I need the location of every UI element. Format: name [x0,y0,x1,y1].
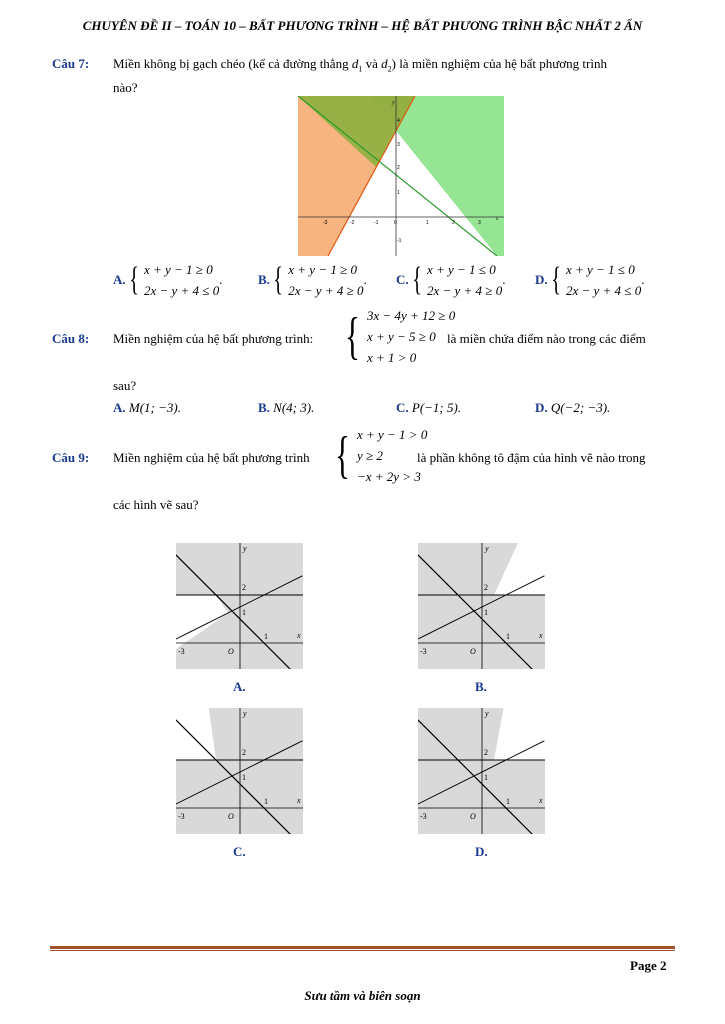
axis-x-label: x [297,631,301,640]
tick-minus3: -3 [420,647,427,656]
option-end: . [641,272,645,287]
q8-option-b[interactable] [258,400,314,416]
q7-option-a[interactable] [113,259,222,301]
q7-option-b[interactable] [258,259,367,301]
q9-caption-a[interactable]: A. [233,679,246,694]
brace-icon: { [344,307,360,365]
origin-label: O [228,647,234,656]
axis-y-label: y [243,709,247,718]
page-header: CHUYÊN ĐỀ II – TOÁN 10 – BẤT PHƯƠNG TRÌNH – HỆ BẤT PHƯƠNG TRÌNH BẬC NHẤT 2 ẨN [82,18,643,33]
q8-text-2: là miền chứa điểm nào trong các điểm [447,331,646,346]
option-text: Q(−2; −3). [550,400,611,415]
q7-tick-x: 1 [426,220,429,226]
option-text: N(4; 3). [273,400,315,415]
d1-symbol: d [351,56,359,71]
q8-text-3: sau? [113,378,137,393]
axis-x-label: x [297,796,301,805]
option-end: . [502,272,506,287]
option-label: A. [113,272,126,287]
q9-caption-c[interactable]: C. [233,844,246,859]
footer-rule-thin [50,950,675,951]
option-system: x + y − 1 ≥ 0 2x − y + 4 ≥ 0 [288,262,364,298]
tick-1: 1 [242,773,246,782]
tick-minus3: -3 [178,812,185,821]
q9-graph-d[interactable] [418,708,545,834]
tick-2: 2 [484,583,488,592]
q7-text-part1: Miền không bị gạch chéo (kể cả đường thẳng [113,56,352,71]
tick-x-1: 1 [264,632,268,641]
axis-x-label: x [539,796,543,805]
q7-tick-x: -1 [374,220,379,226]
tick-1: 1 [484,773,488,782]
q8-option-a[interactable] [113,400,181,416]
brace-icon: { [128,261,139,298]
option-text: M(1; −3). [128,400,181,415]
tick-1: 1 [242,608,246,617]
footer-credit: Sưu tầm và biên soạn [304,988,421,1003]
tick-x-1: 1 [264,797,268,806]
q7-graph [298,96,504,256]
q8-system [340,305,455,368]
q7-and: và [362,56,382,71]
option-label: B. [258,400,270,415]
origin-label: O [470,647,476,656]
tick-x-1: 1 [506,797,510,806]
brace-icon: { [411,261,422,298]
option-label: D. [535,400,548,415]
option-system: x + y − 1 ≤ 0 2x − y + 4 ≥ 0 [426,262,503,298]
tick-x-1: 1 [506,632,510,641]
q7-tick-x: -2 [350,220,355,226]
option-text: P(−1; 5). [411,400,462,415]
tick-2: 2 [484,748,488,757]
option-label: A. [113,400,126,415]
q7-tick-y: 4 [397,118,400,124]
q9-graph-b[interactable] [418,543,545,669]
q8-text: Miền nghiệm của hệ bất phương trình: [113,331,314,346]
option-end: . [219,272,223,287]
option-label: D. [535,272,548,287]
tick-minus3: -3 [420,812,427,821]
option-label: C. [396,400,409,415]
q9-system [330,424,427,487]
d2-sub: 2 [387,64,392,74]
q7-y-label: y [392,100,395,106]
q9-caption-d[interactable]: D. [475,844,488,859]
tick-2: 2 [242,583,246,592]
q9-text-3: các hình vẽ sau? [113,497,199,512]
q8-system-lines: 3x − 4y + 12 ≥ 0 x + y − 5 ≥ 0 x + 1 > 0 [366,308,456,365]
q7-tick-y: 3 [397,142,400,148]
q9-system-lines: x + y − 1 > 0 y ≥ 2 −x + 2y > 3 [356,427,428,484]
option-end: . [363,272,367,287]
q9-text: Miền nghiệm của hệ bất phương trình [113,450,310,465]
q7-label: Câu 7: [52,56,90,71]
q8-option-c[interactable] [396,400,461,416]
axis-y-label: y [243,544,247,553]
option-system: x + y − 1 ≥ 0 2x − y + 4 ≤ 0 [143,262,220,298]
brace-icon: { [550,261,561,298]
q9-graph-a[interactable] [176,543,303,669]
axis-x-label: x [539,631,543,640]
q9-graph-c[interactable] [176,708,303,834]
q8-label: Câu 8: [52,331,90,346]
footer-rule [50,946,675,949]
origin-label: O [228,812,234,821]
option-label: C. [396,272,409,287]
tick-1: 1 [484,608,488,617]
d1-sub: 1 [358,64,363,74]
q7-text [113,56,607,74]
q7-text-part2: ) là miền nghiệm của hệ bất phương trình [391,56,607,71]
page-number: Page 2 [630,958,667,973]
brace-icon: { [334,426,350,484]
axis-y-label: y [485,709,489,718]
q7-x-label: x [496,217,499,222]
q7-tick-y: -1 [397,238,402,244]
q7-tick-x: -3 [323,220,328,226]
q8-option-d[interactable] [535,400,610,416]
q7-tick-x: 2 [452,220,455,226]
axis-y-label: y [485,544,489,553]
q9-caption-b[interactable]: B. [475,679,487,694]
q7-tick-y: 2 [397,165,400,171]
q9-label: Câu 9: [52,450,90,465]
tick-minus3: -3 [178,647,185,656]
brace-icon: { [273,261,283,298]
q7-tick-y: 1 [397,190,400,196]
q7-option-c[interactable] [396,259,505,301]
q7-tick-x: 0 [394,220,397,226]
q9-text-2: là phần không tô đậm của hình vẽ nào trong [417,450,646,465]
option-system: x + y − 1 ≤ 0 2x − y + 4 ≤ 0 [565,262,642,298]
origin-label: O [470,812,476,821]
q7-tick-x: 3 [478,220,481,226]
option-label: B. [258,272,270,287]
tick-2: 2 [242,748,246,757]
q7-text-line2: nào? [113,80,138,95]
q7-option-d[interactable] [535,259,644,301]
d2-symbol: d [381,56,388,71]
